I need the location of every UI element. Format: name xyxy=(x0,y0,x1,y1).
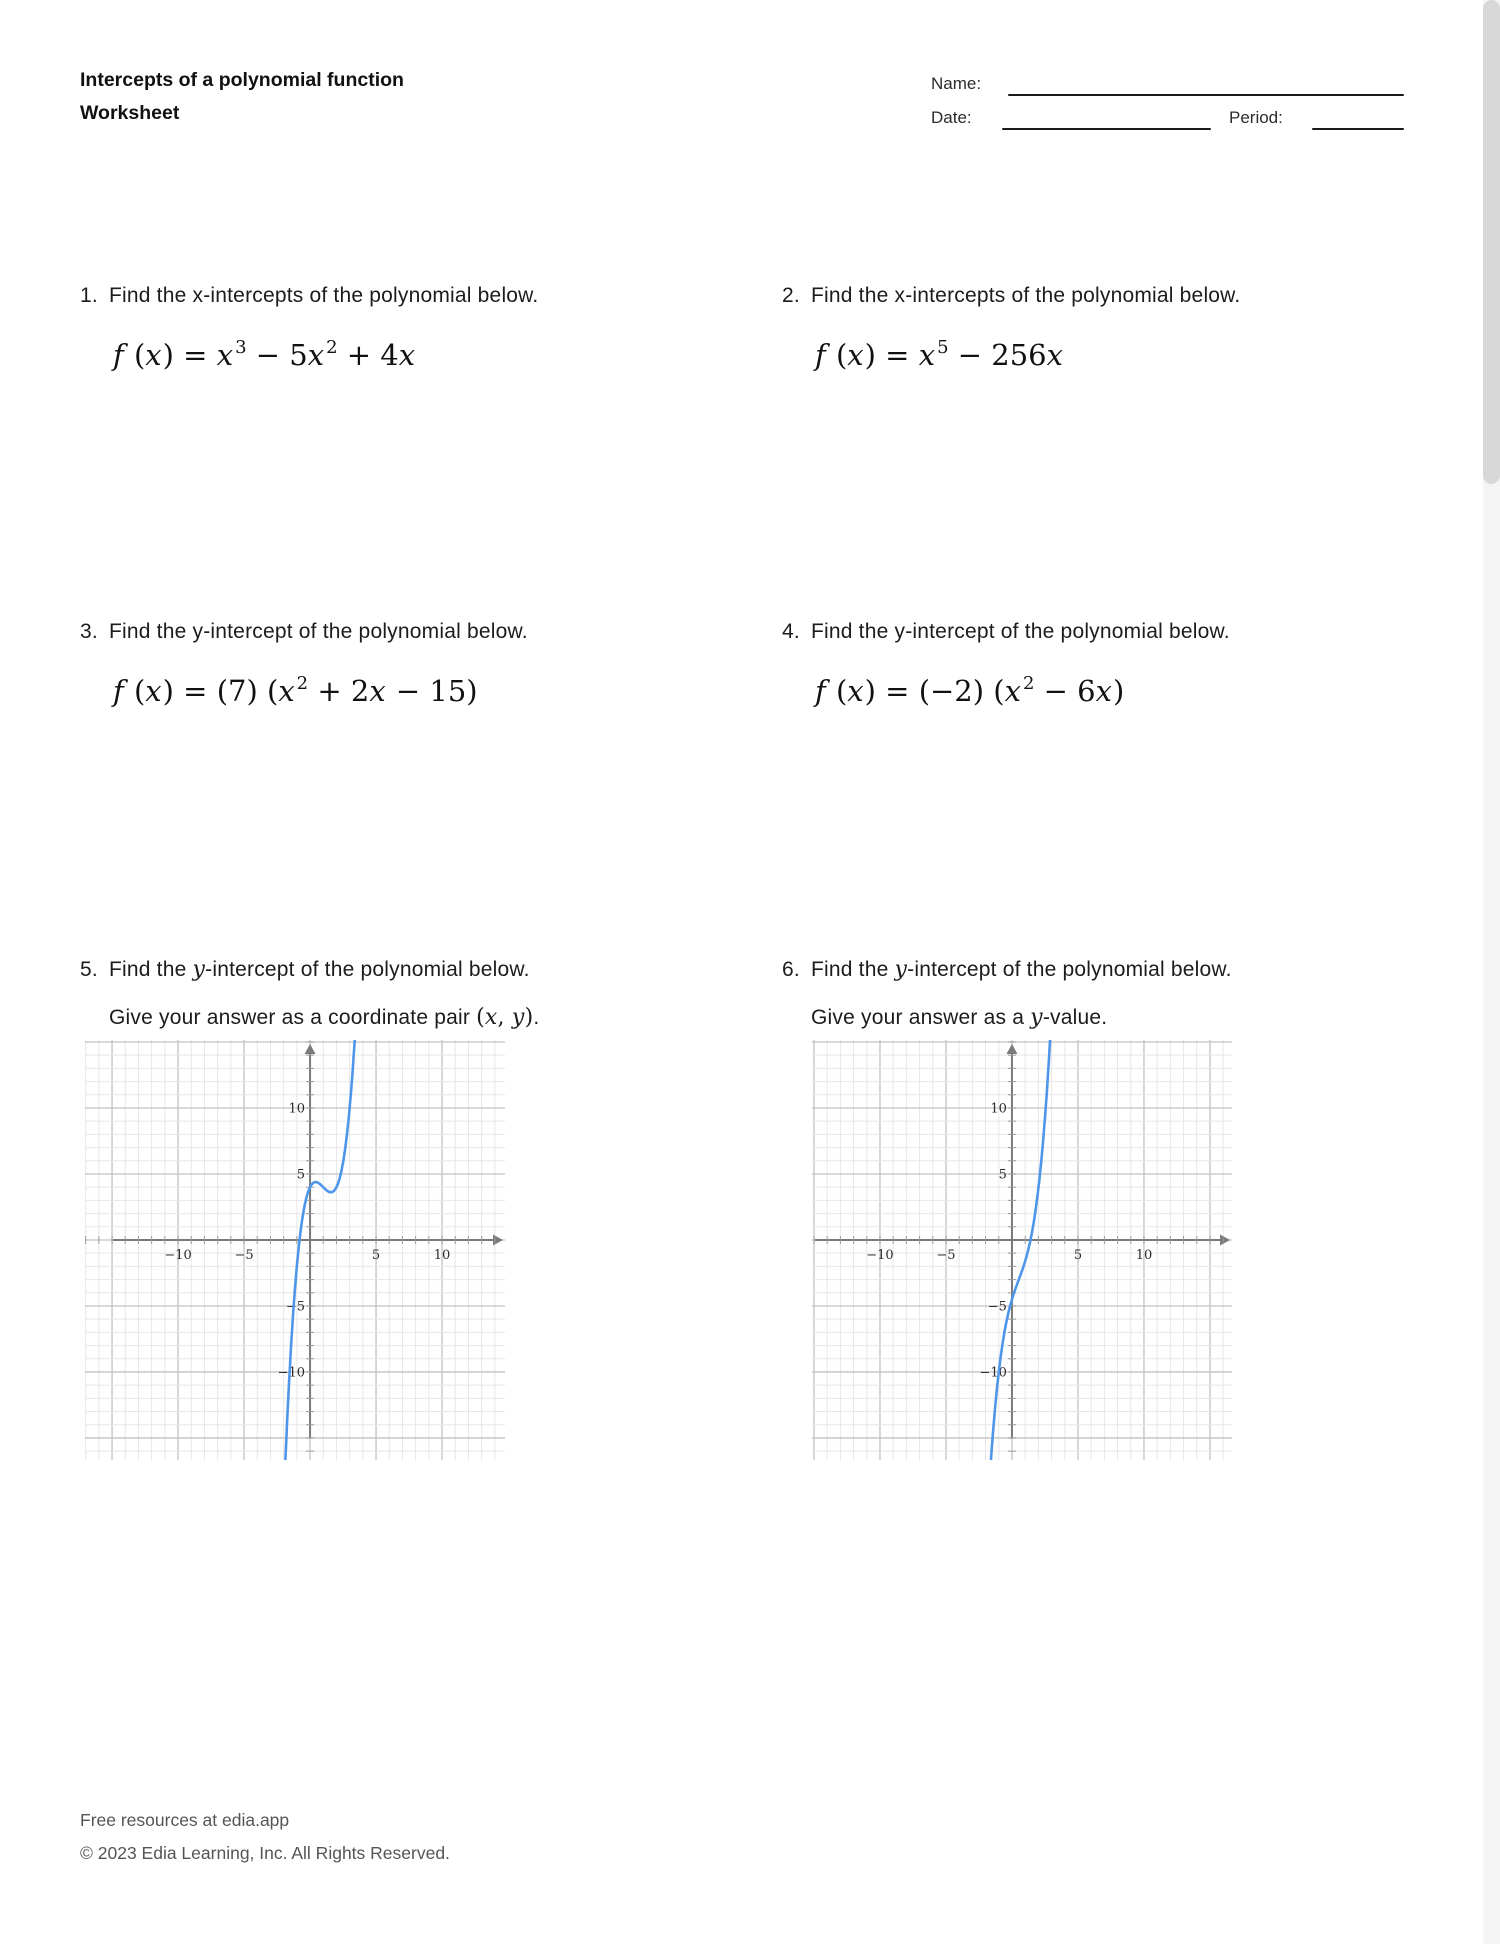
date-label: Date: xyxy=(931,108,972,127)
period-label: Period: xyxy=(1229,108,1283,127)
y-tick-label: 5 xyxy=(998,1167,1007,1183)
axes xyxy=(113,1044,503,1438)
problem xyxy=(782,272,1442,372)
inline-math: (x, y) xyxy=(476,1005,534,1030)
problem-prompt-line xyxy=(782,946,1442,994)
problem-number: 1. xyxy=(80,284,98,307)
name-label: Name: xyxy=(931,74,982,93)
axes xyxy=(815,1044,1230,1438)
problem6-graph xyxy=(812,1040,1232,1460)
y-tick-label: −10 xyxy=(277,1365,306,1381)
axis-ticks xyxy=(814,1042,1223,1451)
problem-prompt: Find the y-intercept of the polynomial below. xyxy=(109,620,528,643)
problem-number: 6. xyxy=(782,958,800,981)
problem-number: 3. xyxy=(80,620,98,643)
problem xyxy=(782,946,1442,1042)
x-axis-arrow xyxy=(1220,1234,1230,1245)
problem-formula: f (x) = (−2) (x $^2$ − 6x) xyxy=(815,673,1125,708)
y-tick-label: −10 xyxy=(979,1365,1007,1381)
problem xyxy=(80,272,740,372)
problem5-graph xyxy=(85,1040,505,1460)
inline-math: y xyxy=(192,957,206,982)
problem-prompt-continuation: Give your answer as a coordinate pair (x, y). xyxy=(109,1005,540,1030)
problem-prompt: Find the x-intercepts of the polynomial below. xyxy=(109,284,539,307)
y-axis-arrow xyxy=(305,1044,316,1054)
y-tick-label: −5 xyxy=(285,1299,306,1315)
problem xyxy=(782,608,1442,708)
problem-number: 2. xyxy=(782,284,800,307)
x-tick-label: −5 xyxy=(936,1247,956,1263)
problem-formula: f (x) = (7) (x $^2$ + 2x − 15) xyxy=(113,673,478,708)
polynomial-plot xyxy=(85,1040,505,1460)
problem-prompt: Find the y-intercept of the polynomial below. xyxy=(811,957,1232,982)
name-blank-line xyxy=(1008,94,1404,96)
problem-formula: f (x) = x $^3$ − 5x $^2$ + 4x xyxy=(113,337,416,372)
problem-prompt: Find the x-intercepts of the polynomial below. xyxy=(811,284,1241,307)
polynomial-plot xyxy=(812,1040,1232,1460)
y-tick-label: 5 xyxy=(296,1167,306,1183)
problem-number: 5. xyxy=(80,958,98,981)
page-footer xyxy=(80,1804,450,1870)
worksheet-title-line2: Worksheet xyxy=(80,102,180,124)
x-tick-label: −5 xyxy=(234,1247,254,1263)
footer-copyright-text: © 2023 Edia Learning, Inc. All Rights Reserved. xyxy=(80,1843,450,1863)
problem-prompt-line xyxy=(80,946,740,994)
x-tick-label: 10 xyxy=(1135,1247,1153,1263)
problem-prompt-continuation: Give your answer as a y-value. xyxy=(811,1005,1108,1030)
scrollbar-thumb[interactable] xyxy=(1483,0,1500,484)
period-blank-line xyxy=(1312,128,1404,130)
problem-prompt-line xyxy=(782,272,1442,320)
problem-prompt-line xyxy=(80,272,740,320)
x-tick-label: 5 xyxy=(371,1247,381,1263)
y-tick-label: 10 xyxy=(990,1101,1007,1117)
problem xyxy=(80,946,740,1042)
problem-formula: f (x) = x $^5$ − 256x xyxy=(815,337,1063,372)
problem-number: 4. xyxy=(782,620,800,643)
y-tick-label: −5 xyxy=(987,1299,1007,1315)
x-tick-label: 10 xyxy=(433,1247,451,1263)
date-blank-line xyxy=(1002,128,1211,130)
problem-prompt-line xyxy=(782,608,1442,656)
y-axis-arrow xyxy=(1006,1044,1017,1054)
y-tick-label: 10 xyxy=(288,1101,306,1117)
worksheet-title-line1: Intercepts of a polynomial function xyxy=(80,69,404,91)
problem xyxy=(80,608,740,708)
worksheet-title xyxy=(80,64,404,130)
inline-math: y xyxy=(1030,1005,1043,1030)
x-tick-label: −10 xyxy=(164,1247,192,1263)
x-tick-label: −10 xyxy=(866,1247,894,1263)
x-tick-label: 5 xyxy=(1073,1247,1083,1263)
problem-prompt: Find the y-intercept of the polynomial below. xyxy=(109,957,530,982)
problem-prompt: Find the y-intercept of the polynomial below. xyxy=(811,620,1230,643)
problem-prompt-line xyxy=(80,608,740,656)
inline-math: y xyxy=(894,957,908,982)
footer-resources-text: Free resources at edia.app xyxy=(80,1810,290,1830)
